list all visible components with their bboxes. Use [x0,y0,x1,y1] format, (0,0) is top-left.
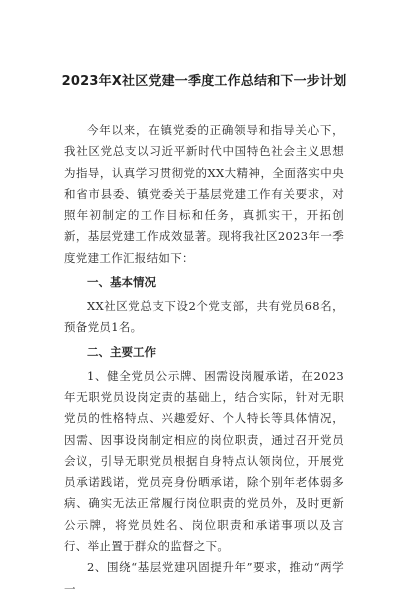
intro-paragraph: 今年以来，在镇党委的正确领导和指导关心下，我社区党总支以习近平新时代中国特色社会主义思想为指导，认真学习贯彻党的XX大精神，全面落实中央和省市县委、镇党委关于基层党建工作有关要求，对照年初制定的工作目标和任务，真抓实干，开拓创新，基层党建工作成效显著。现将我社区2023年一季度党建工作汇报结如下： [64,123,344,265]
basic-info-paragraph: XX社区党总支下设2个党支部，共有党员68名，预备党员1名。 [64,299,344,335]
document-body [64,120,344,600]
section-heading-basic-info: 一、基本情况 [87,275,156,290]
section-heading-main-work: 二、主要工作 [87,344,156,359]
document-title: 2023年X社区党建一季度工作总结和下一步计划 [61,74,347,89]
work-item-1-paragraph: 1、健全党员公示牌、困需设岗履承诺，在2023年无职党员设岗定责的基础上，结合实际，针对无职党员的性格特点、兴趣爱好、个人特长等具体情况，因需、因事设岗制定相应的岗位职责，通过召开党员会议，引导无职党员根据自身特点认领岗位，开展党员承诺践诺，党员亮身份晒承诺，除个别年老体弱多病、确实无法正常履行岗位职责的党员外，及时更新公示牌，将党员姓名、岗位职责和承诺事项以及言行、举止置于群众的监督之下。 [64,368,344,554]
work-item-2-paragraph: 2、围绕“基层党建巩固提升年”要求，推动“两学一 [64,560,344,596]
